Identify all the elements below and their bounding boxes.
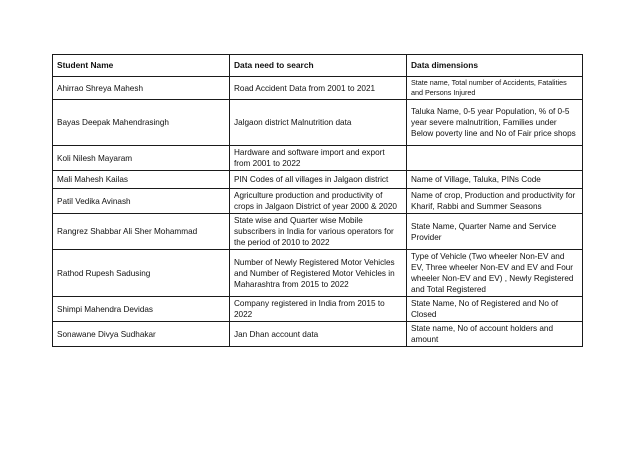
student-data-table <box>52 54 583 347</box>
table-row <box>53 214 583 250</box>
cell-dimensions: State Name, No of Registered and No of Closed <box>407 297 583 322</box>
cell-data: Agriculture production and productivity of crops in Jalgaon District of year 2000 & 2020 <box>230 189 407 214</box>
cell-data: State wise and Quarter wise Mobile subscribers in India for various operators for the period of 2010 to 2022 <box>230 214 407 250</box>
cell-data: Number of Newly Registered Motor Vehicles and Number of Registered Motor Vehicles in Maharashtra from 2015 to 2022 <box>230 250 407 297</box>
cell-student: Rangrez Shabbar Ali Sher Mohammad <box>53 214 230 250</box>
cell-data: Hardware and software import and export from 2001 to 2022 <box>230 146 407 171</box>
table-row <box>53 146 583 171</box>
table-row <box>53 189 583 214</box>
header-data-need: Data need to search <box>230 55 407 77</box>
cell-dimensions: State Name, Quarter Name and Service Provider <box>407 214 583 250</box>
cell-student: Sonawane Divya Sudhakar <box>53 322 230 347</box>
cell-data: PIN Codes of all villages in Jalgaon district <box>230 171 407 189</box>
cell-data: Road Accident Data from 2001 to 2021 <box>230 77 407 100</box>
header-data-dimensions: Data dimensions <box>407 55 583 77</box>
cell-data: Jan Dhan account data <box>230 322 407 347</box>
cell-student: Mali Mahesh Kailas <box>53 171 230 189</box>
cell-data: Company registered in India from 2015 to 2022 <box>230 297 407 322</box>
cell-dimensions: State name, No of account holders and amount <box>407 322 583 347</box>
table-row <box>53 297 583 322</box>
cell-dimensions: State name, Total number of Accidents, Fatalities and Persons Injured <box>407 77 583 100</box>
cell-dimensions: Name of crop, Production and productivity for Kharif, Rabbi and Summer Seasons <box>407 189 583 214</box>
cell-dimensions <box>407 146 583 171</box>
cell-dimensions: Type of Vehicle (Two wheeler Non-EV and EV, Three wheeler Non-EV and EV and Four wheeler Non-EV and EV) , Newly Registered and Total Registered <box>407 250 583 297</box>
table-row <box>53 171 583 189</box>
cell-student: Rathod Rupesh Sadusing <box>53 250 230 297</box>
cell-student: Ahirrao Shreya Mahesh <box>53 77 230 100</box>
cell-student: Shimpi Mahendra Devidas <box>53 297 230 322</box>
document-page <box>52 54 582 347</box>
cell-data: Jalgaon district Malnutrition data <box>230 100 407 146</box>
table-row <box>53 250 583 297</box>
cell-dimensions: Taluka Name, 0-5 year Population, % of 0-5 year severe malnutrition, Families under Below poverty line and No of Fair price shops <box>407 100 583 146</box>
table-row <box>53 100 583 146</box>
cell-student: Bayas Deepak Mahendrasingh <box>53 100 230 146</box>
cell-dimensions: Name of Village, Taluka, PINs Code <box>407 171 583 189</box>
cell-student: Patil Vedika Avinash <box>53 189 230 214</box>
header-student-name: Student Name <box>53 55 230 77</box>
table-row <box>53 322 583 347</box>
table-header-row <box>53 55 583 77</box>
table-row <box>53 77 583 100</box>
cell-student: Koli Nilesh Mayaram <box>53 146 230 171</box>
